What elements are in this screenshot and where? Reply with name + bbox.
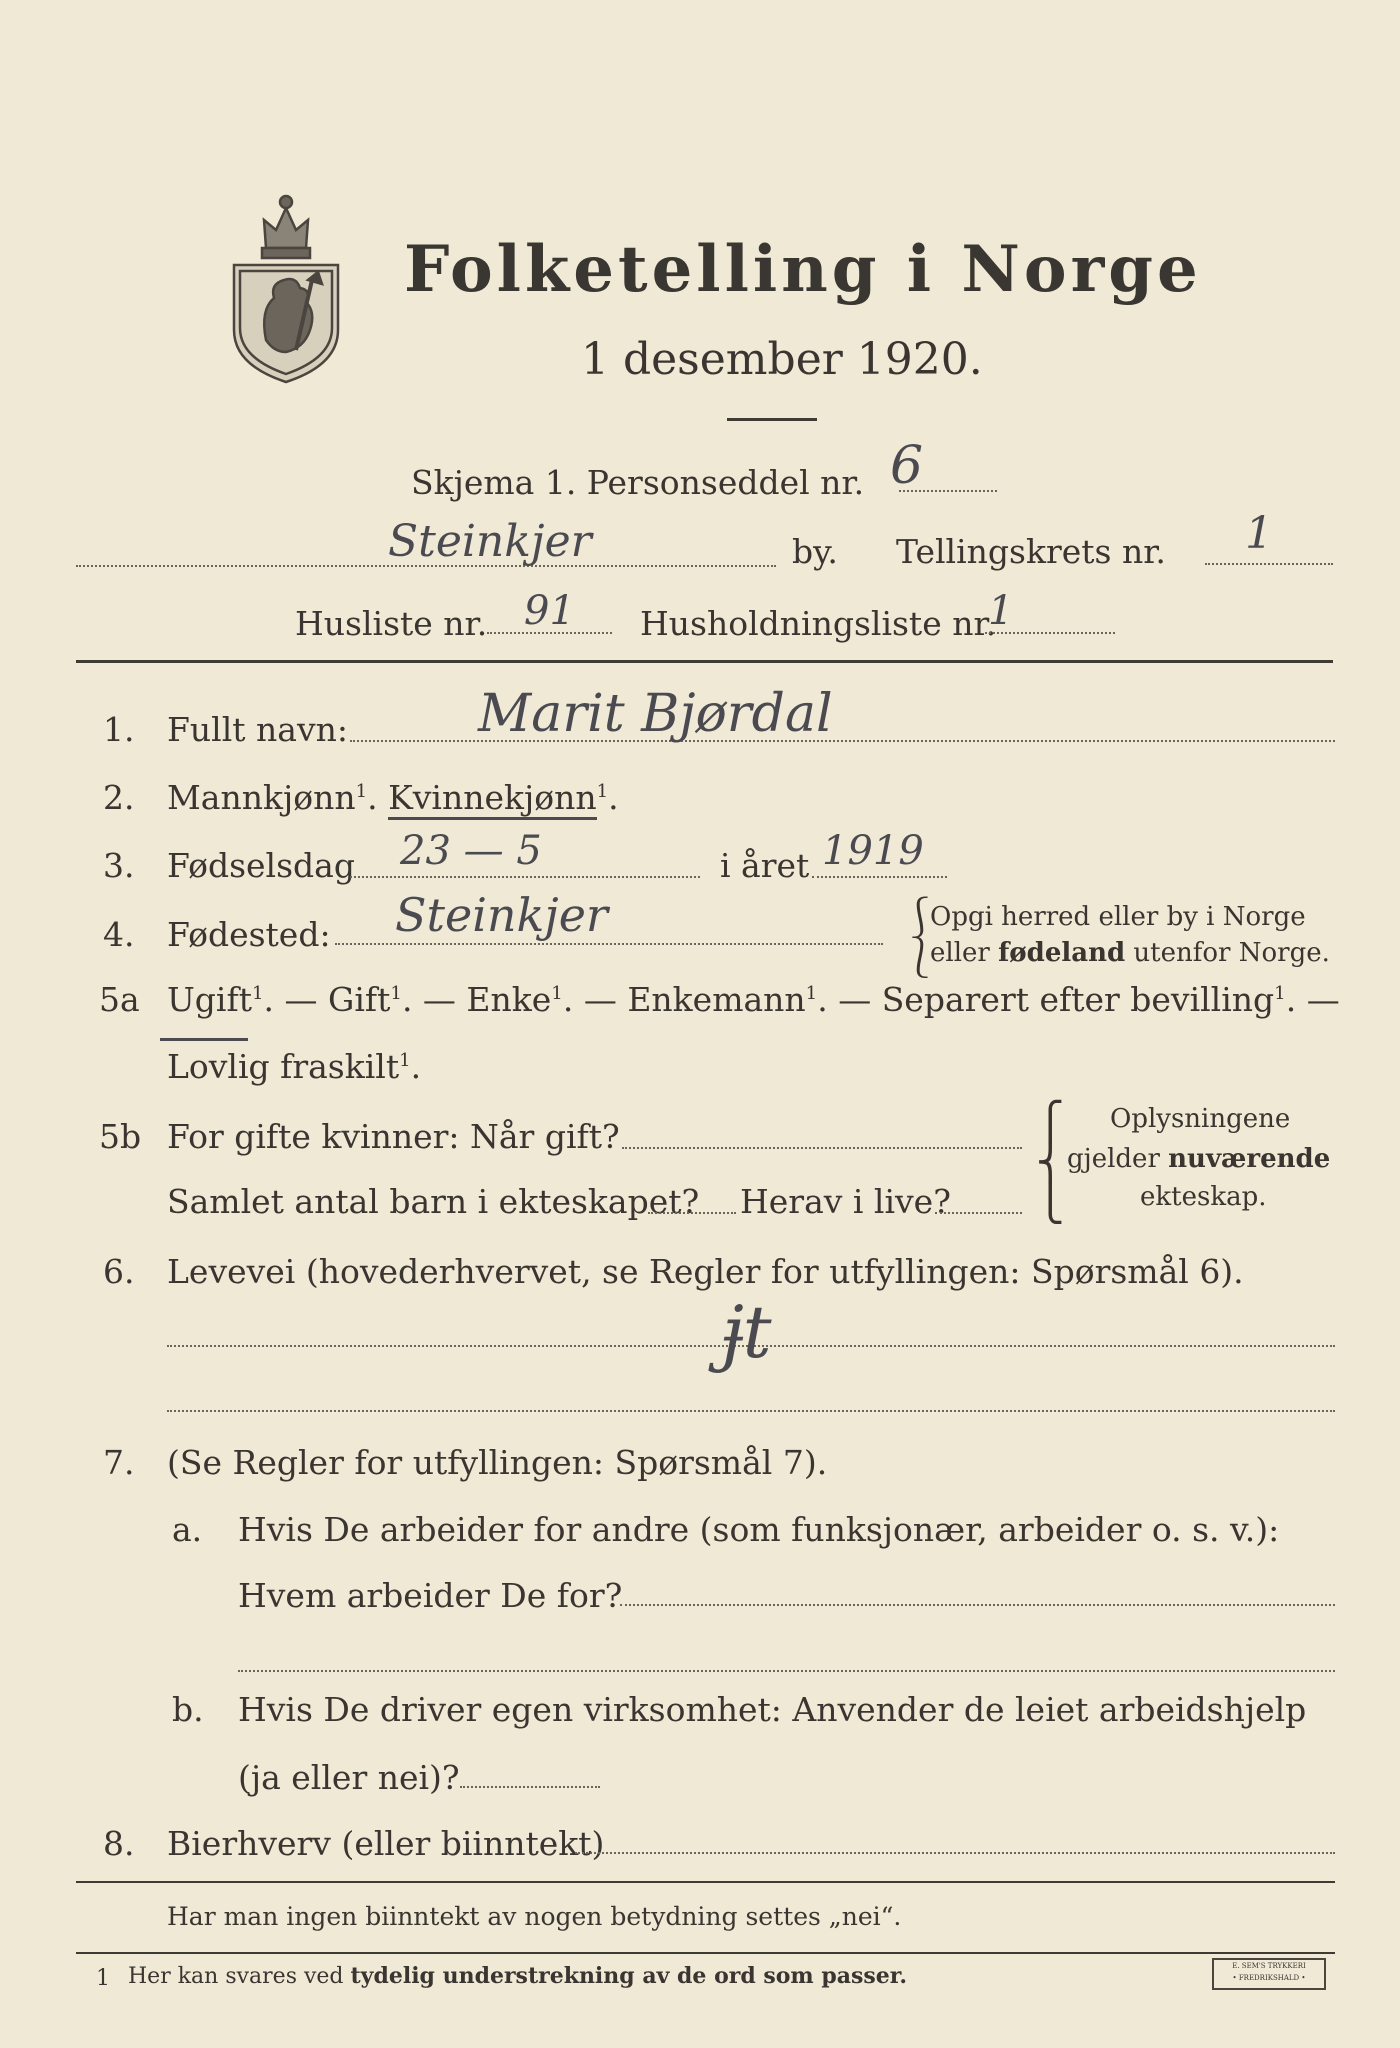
q8-number: 8. <box>103 1824 135 1863</box>
q7a-text2: Hvem arbeider De for? <box>238 1576 623 1615</box>
q4-label: Fødested: <box>167 915 331 954</box>
footnote-text: Her kan svares ved tydelig understrekning av de ord som passer. <box>128 1963 908 1989</box>
birth-year-field[interactable] <box>812 876 947 878</box>
printer-line1: E. SEM'S TRYKKERI <box>1232 1962 1306 1970</box>
printer-stamp <box>1212 1958 1326 1990</box>
occupation-field-2[interactable] <box>167 1410 1335 1412</box>
q3-label: Fødselsdag <box>167 846 355 885</box>
employer-field-2[interactable] <box>238 1670 1335 1672</box>
house-list-value: 91 <box>524 588 575 634</box>
q6-label: Levevei (hovederhvervet, se Regler for utfyllingen: Spørsmål 6). <box>167 1252 1244 1291</box>
side-income-field[interactable] <box>575 1852 1335 1854</box>
q2-number: 2. <box>103 778 135 817</box>
q1-number: 1. <box>103 710 135 749</box>
hired-help-field[interactable] <box>460 1786 600 1788</box>
title-divider <box>727 418 817 421</box>
q5b-note3: ekteskap. <box>1140 1182 1267 1212</box>
norway-coat-of-arms-icon <box>226 180 346 385</box>
q5a-number: 5a <box>99 980 140 1019</box>
city-value: Steinkjer <box>388 516 592 567</box>
q6-number: 6. <box>103 1252 135 1291</box>
option-ugift[interactable]: Ugift <box>167 980 252 1019</box>
q5b-number: 5b <box>99 1117 142 1156</box>
q4-note-brace: ⎰ ⎱ <box>900 895 940 981</box>
option-separert[interactable]: Separert efter bevilling <box>881 980 1275 1019</box>
district-label: Tellingskrets nr. <box>896 532 1166 571</box>
children-alive-field[interactable] <box>935 1212 1022 1214</box>
q7b-text2: (ja eller nei)? <box>238 1758 460 1797</box>
sex-options: Mannkjønn$^1$. Kvinnekjønn$^1$. <box>167 778 619 817</box>
birthplace-value: Steinkjer <box>395 888 608 942</box>
occupation-value: ɉt <box>720 1290 772 1374</box>
ugift-underline <box>160 1038 248 1041</box>
city-suffix: by. <box>792 532 838 571</box>
q1-label: Fullt navn: <box>167 710 348 749</box>
schema-number-value: 6 <box>890 436 924 496</box>
side-income-note: Har man ingen biinntekt av nogen betydning settes „nei“. <box>167 1902 902 1931</box>
q7-label: (Se Regler for utfyllingen: Spørsmål 7). <box>167 1443 828 1482</box>
q4-number: 4. <box>103 915 135 954</box>
birthplace-field[interactable] <box>335 943 883 945</box>
footnote-number: 1 <box>96 1966 110 1991</box>
q3-number: 3. <box>103 846 135 885</box>
option-female[interactable]: Kvinnekjønn <box>388 778 597 820</box>
option-fraskilt[interactable]: Lovlig fraskilt$^1$. <box>167 1047 422 1086</box>
option-gift[interactable]: Gift <box>328 980 391 1019</box>
q4-note-line2: eller fødeland utenfor Norge. <box>930 938 1330 968</box>
q7a-text: Hvis De arbeider for andre (som funksjonær, arbeider o. s. v.): <box>238 1510 1280 1549</box>
house-list-label: Husliste nr. <box>295 604 488 643</box>
birth-date-field[interactable] <box>350 876 700 878</box>
q7b-number: b. <box>172 1690 204 1729</box>
schema-label: Skjema 1. Personseddel nr. <box>411 463 865 502</box>
q5b-note1: Oplysningene <box>1110 1104 1291 1134</box>
q4-note-line1: Opgi herred eller by i Norge <box>930 902 1306 932</box>
option-enke[interactable]: Enke <box>466 980 552 1019</box>
q5b-note2: gjelder nuværende <box>1067 1144 1331 1174</box>
q8-label: Bierhverv (eller biinntekt) <box>167 1824 605 1863</box>
household-list-value: 1 <box>988 588 1014 634</box>
marital-status-options: Ugift$^1$. — Gift$^1$. — Enke$^1$. — Enkemann$^1$. — Separert efter bevilling$^1$. — <box>167 980 1340 1019</box>
married-when-field[interactable] <box>622 1147 1022 1149</box>
option-male[interactable]: Mannkjønn <box>167 778 356 817</box>
q7-number: 7. <box>103 1443 135 1482</box>
full-name-value: Marit Bjørdal <box>478 684 833 744</box>
printer-line2: • FREDRIKSHALD • <box>1232 1974 1306 1982</box>
district-field[interactable] <box>1205 563 1333 565</box>
birth-date-value: 23 — 5 <box>400 828 542 874</box>
q5b-label2: Samlet antal barn i ekteskapet? <box>167 1182 700 1221</box>
q7a-number: a. <box>172 1510 203 1549</box>
q5b-label3: Herav i live? <box>740 1182 951 1221</box>
q5b-note-brace: ⎧ ⎨ ⎩ <box>1036 1100 1065 1224</box>
footnote-rule <box>76 1952 1335 1954</box>
district-value: 1 <box>1245 508 1273 559</box>
option-enkemann[interactable]: Enkemann <box>627 980 806 1019</box>
q5b-label1: For gifte kvinner: Når gift? <box>167 1117 620 1156</box>
census-date: 1 desember 1920. <box>581 334 983 385</box>
bottom-rule <box>76 1881 1335 1883</box>
children-count-field[interactable] <box>648 1212 736 1214</box>
employer-field-1[interactable] <box>620 1604 1335 1606</box>
year-label: i året <box>720 846 810 885</box>
header-rule <box>76 660 1333 663</box>
form-title: Folketelling i Norge <box>404 232 1202 307</box>
birth-year-value: 1919 <box>822 828 924 874</box>
household-list-label: Husholdningsliste nr. <box>640 604 997 643</box>
q7b-text: Hvis De driver egen virksomhet: Anvender de leiet arbeidshjelp <box>238 1690 1307 1729</box>
